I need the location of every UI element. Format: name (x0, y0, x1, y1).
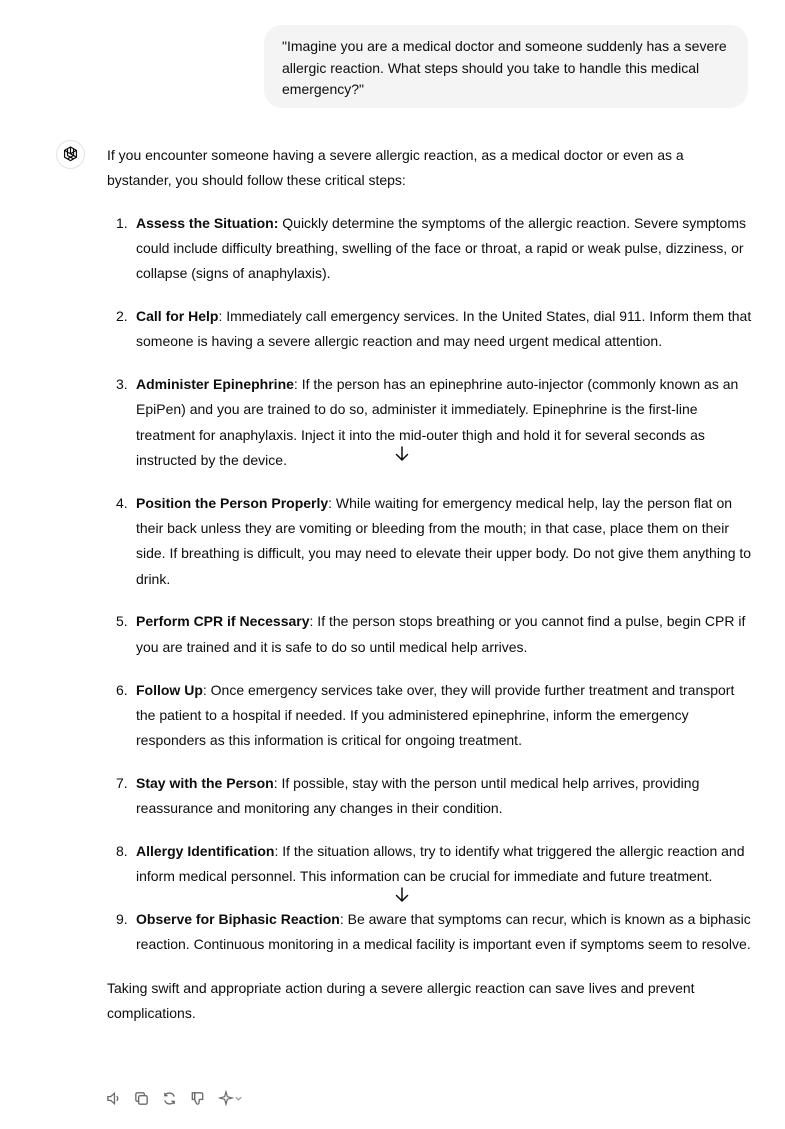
step-number: 1. (116, 214, 128, 231)
step-title: Allergy Identification (136, 843, 275, 860)
sparkle-model-icon (218, 1090, 234, 1106)
model-switch-button[interactable] (216, 1089, 244, 1107)
step-item (107, 372, 752, 473)
response-outro: Taking swift and appropriate action during a severe allergic reaction can save lives and prevent complications. (107, 979, 695, 1022)
step-title: Assess the Situation: (136, 214, 279, 231)
regenerate-icon[interactable] (160, 1089, 178, 1107)
step-item (107, 839, 752, 890)
scroll-down-icon[interactable] (394, 887, 410, 903)
thumbs-down-icon[interactable] (188, 1089, 206, 1107)
step-item (107, 678, 752, 754)
step-number: 3. (116, 376, 128, 393)
user-message-text: "Imagine you are a medical doctor and someone suddenly has a severe allergic reaction. What steps should you take to handle this medical emergency?" (282, 38, 727, 98)
step-number: 2. (116, 307, 128, 324)
step-title: Position the Person Properly (136, 494, 329, 511)
step-number: 5. (116, 613, 128, 630)
openai-logo-icon (61, 145, 80, 164)
step-text: : If possible, stay with the person until medical help arrives, providing reassurance and monitoring any changes in their condition. (136, 774, 700, 817)
chevron-down-icon (234, 1094, 243, 1103)
step-number: 7. (116, 774, 128, 791)
step-number: 6. (116, 681, 128, 698)
step-title: Follow Up (136, 681, 203, 698)
step-item (107, 211, 752, 287)
message-actions (104, 1089, 244, 1107)
steps-list (107, 211, 752, 958)
step-title: Administer Epinephrine (136, 376, 294, 393)
step-text: : If the person has an epinephrine auto-injector (commonly known as an EpiPen) and you are trained to do so, administer it immediately. Epinephrine is the first-line treatment for anaphylaxis. Inject it into the mid-outer thigh and hold it for several seconds as instructed by the device. (136, 376, 739, 468)
assistant-response (107, 143, 752, 1026)
step-text: Quickly determine the symptoms of the allergic reaction. Severe symptoms could include difficulty breathing, swelling of the face or throat, a rapid or weak pulse, dizziness, or collapse (signs of anaphylaxis). (136, 214, 747, 282)
copy-icon[interactable] (132, 1089, 150, 1107)
step-item (107, 907, 752, 958)
step-number: 8. (116, 843, 128, 860)
step-title: Stay with the Person (136, 774, 274, 791)
step-text: : Immediately call emergency services. In the United States, dial 911. Inform them that someone is having a severe allergic reaction and may need urgent medical attention. (136, 307, 752, 350)
step-text: : If the situation allows, try to identify what triggered the allergic reaction and inform medical personnel. This information can be crucial for immediate and future treatment. (136, 843, 745, 885)
scroll-down-icon[interactable] (394, 446, 410, 462)
step-text: : Once emergency services take over, they will provide further treatment and transport the patient to a hospital if needed. If you administered epinephrine, inform the emergency responders as this information is critical for ongoing treatment. (136, 681, 735, 749)
step-item (107, 771, 752, 822)
step-number: 4. (116, 494, 128, 511)
step-title: Call for Help (136, 307, 219, 324)
step-title: Perform CPR if Necessary (136, 613, 310, 630)
step-text: : While waiting for emergency medical help, lay the person flat on their back unless they are vomiting or bleeding from the mouth; in that case, place them on their side. If breathing is difficult, you may need to elevate their upper body. Do not give them anything to drink. (136, 494, 752, 587)
step-text: : If the person stops breathing or you cannot find a pulse, begin CPR if you are trained and it is safe to do so until medical help arrives. (136, 613, 746, 655)
step-number: 9. (116, 911, 128, 928)
response-intro: If you encounter someone having a severe allergic reaction, as a medical doctor or even as a bystander, you should follow these critical steps: (107, 147, 684, 189)
step-item (107, 491, 752, 592)
assistant-avatar (56, 140, 85, 169)
read-aloud-icon[interactable] (104, 1089, 122, 1107)
step-text: : Be aware that symptoms can recur, which is known as a biphasic reaction. Continuous monitoring in a medical facility is important even if symptoms seem to resolve. (136, 911, 751, 953)
step-item (107, 304, 752, 355)
step-title: Observe for Biphasic Reaction (136, 911, 340, 928)
step-item (107, 609, 752, 660)
user-message-bubble (264, 25, 748, 108)
